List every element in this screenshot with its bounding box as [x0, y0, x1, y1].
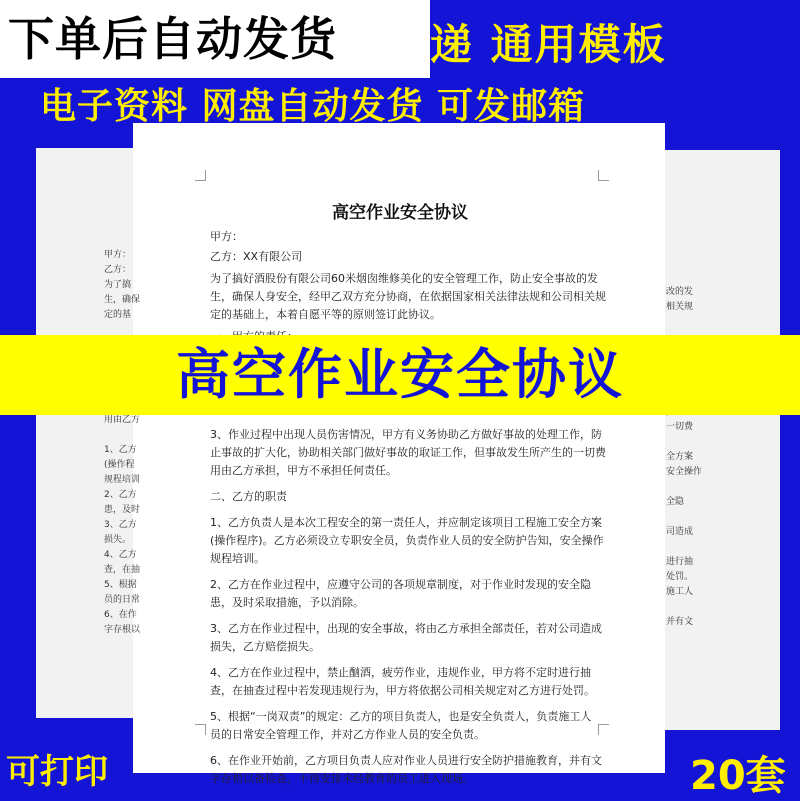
document-line: 4、乙方在作业过程中，禁止酗酒，疲劳作业，违规作业，甲方将不定时进行抽	[210, 666, 591, 679]
left-page-line: 1、乙方	[104, 445, 137, 455]
auto-delivery-badge	[0, 0, 430, 78]
right-page-line: 进行抽	[666, 557, 694, 567]
header-line1: 递 通用模板	[430, 20, 667, 69]
right-page-line	[666, 315, 726, 330]
document-line: 3、作业过程中出现人员伤害情况，甲方有义务协助乙方做好事故的处理工作，防	[210, 428, 602, 441]
document-line: 3、乙方在作业过程中，出现的安全事故，将由乙方承担全部责任，若对公司造成	[210, 622, 602, 635]
crop-mark	[195, 170, 206, 181]
left-page-line: 字存根以	[104, 625, 141, 635]
left-page-line: 为了搞	[104, 280, 132, 290]
crop-mark	[195, 724, 206, 735]
document-line: 患，及时采取措施，予以消除。	[210, 596, 364, 609]
right-page-line	[666, 435, 726, 450]
title-banner	[0, 335, 800, 415]
left-page-line: 用由乙方	[104, 415, 141, 425]
left-page-line: 规程培训	[104, 475, 141, 485]
document-body	[210, 228, 610, 788]
left-page-line: 查，在抽	[104, 565, 141, 575]
left-page-line: 3、乙方	[104, 520, 137, 530]
right-page-line: 司造成	[666, 527, 694, 537]
right-page-line	[666, 510, 726, 525]
left-page-line: 患，及时	[104, 505, 141, 515]
right-page-line: 处罚。	[666, 572, 694, 582]
document-line: 员的日常安全管理工作，并对乙方作业人员的安全负责。	[210, 728, 485, 741]
right-page-line	[666, 600, 726, 615]
right-page-line	[666, 540, 726, 555]
left-page-line: 4、乙方	[104, 550, 137, 560]
document-line: 定的基础上，本着自愿平等的原则签订此协议。	[210, 308, 441, 321]
set-count-label: 20套	[690, 753, 786, 799]
right-page-line	[666, 270, 726, 285]
left-page-line: 6、在作	[104, 610, 137, 620]
document-line: 1、乙方负责人是本次工程安全的第一责任人，并应制定该项目工程施工安全方案	[210, 516, 602, 529]
header-line2: 电子资料 网盘自动发货 可发邮箱	[40, 86, 586, 127]
left-page-line: 员的日常	[104, 595, 141, 605]
right-page-line: 改的发	[666, 287, 694, 297]
left-page-line: (操作程	[104, 460, 135, 470]
left-page-text	[104, 248, 184, 638]
right-page-line: 施工人	[666, 587, 694, 597]
document-line: 规程培训。	[210, 552, 265, 565]
document-line: 5、根据“一岗双责”的规定：乙方的项目负责人，也是安全负责人，负责施工人	[210, 710, 592, 723]
left-page-line: 乙方：	[104, 265, 132, 275]
document-line: 乙方：XX有限公司	[210, 250, 303, 263]
right-page-text	[666, 255, 726, 645]
document-line: 字存根以备检查，不得安排未经教育的员工进入现场。	[210, 772, 474, 785]
right-page-line	[666, 480, 726, 495]
right-page-line	[666, 255, 726, 270]
left-page-line: 5、根据	[104, 580, 137, 590]
right-page-line: 全方案	[666, 452, 694, 462]
banner-title: 高空作业安全协议	[176, 343, 624, 406]
left-page-line: 2、乙方	[104, 490, 137, 500]
left-page-line: 损失。	[104, 535, 132, 545]
document-line: 二、乙方的职责	[210, 490, 287, 503]
right-page-line: 全隐	[666, 497, 685, 507]
crop-mark	[598, 170, 609, 181]
right-page-line: 安全操作	[666, 467, 703, 477]
right-page-line: 并有文	[666, 617, 694, 627]
left-page-line: 定的基	[104, 310, 132, 320]
document-line: 2、乙方在作业过程中，应遵守公司的各项规章制度，对于作业时发现的安全隐	[210, 578, 591, 591]
left-page-line	[104, 428, 184, 443]
left-page-line: 生，确保	[104, 295, 141, 305]
document-line: 止事故的扩大化，协助相关部门做好事故的取证工作，但事故发生所产生的一切费	[210, 446, 606, 459]
document-line: 损失，乙方赔偿损失。	[210, 640, 320, 653]
right-page-line: 相关规	[666, 302, 694, 312]
document-title: 高空作业安全协议	[332, 203, 468, 223]
document-line: (操作程序)。乙方必须设立专职安全员，负责作业人员的安全防护告知，安全操作	[210, 534, 604, 547]
left-page-line: 甲方：	[104, 250, 132, 260]
auto-delivery-text: 下单后自动发货	[8, 12, 337, 66]
right-page-line: 一切费	[666, 422, 694, 432]
document-line: 为了搞好酒股份有限公司60米烟囱维修美化的安全管理工作，防止安全事故的发	[210, 272, 598, 285]
document-line: 甲方：	[210, 230, 243, 243]
document-line: 生，确保人身安全，经甲乙双方充分协商，在依据国家相关法律法规和公司相关规	[210, 290, 606, 303]
document-line: 用由乙方承担，甲方不承担任何责任。	[210, 464, 397, 477]
printable-label: 可打印	[6, 752, 108, 792]
document-line: 6、在作业开始前，乙方项目负责人应对作业人员进行安全防护措施教育，并有文	[210, 754, 602, 767]
right-page-line	[666, 630, 726, 645]
document-line: 查，在抽查过程中若发现违规行为，甲方将依据公司相关规定对乙方进行处罚。	[210, 684, 595, 697]
